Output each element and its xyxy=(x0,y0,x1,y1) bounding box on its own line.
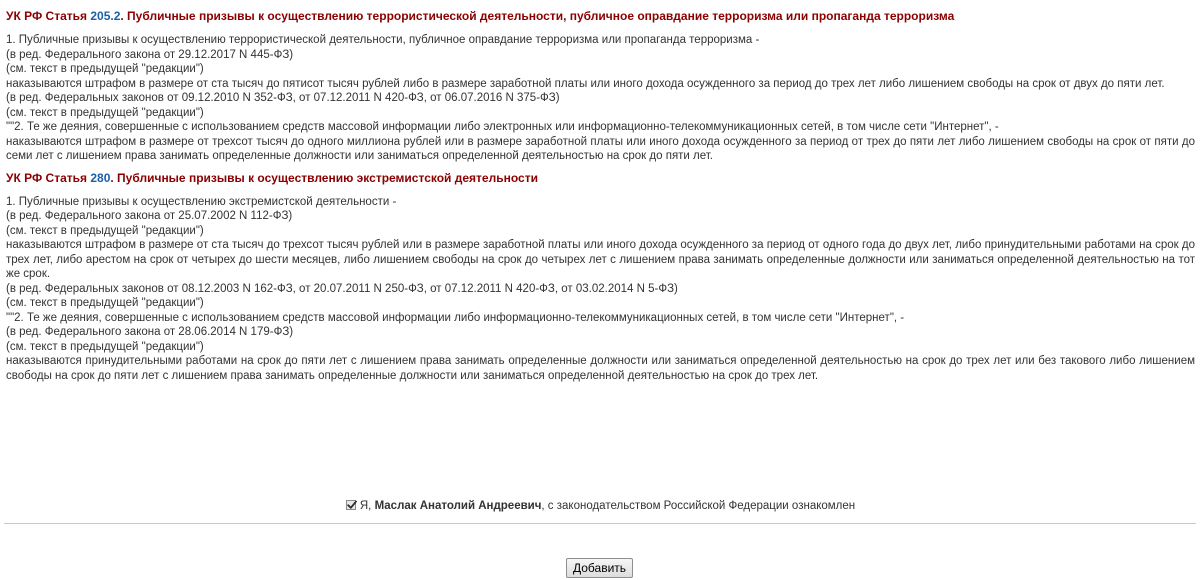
article-line: (в ред. Федерального закона от 28.06.2014 N 179-ФЗ) xyxy=(6,326,294,338)
article-line: (см. текст в предыдущей "редакции") xyxy=(6,63,204,75)
checkmark-icon xyxy=(346,499,358,511)
article-line: наказываются штрафом в размере от трехсот тысяч до одного миллиона рублей или в размере заработной платы или иного дохода осужденного за период от трех до пяти лет либо лишением свободы на срок от пяти до семи лет с лишением права занимать определенные должности или заниматься определенной деятельностью на срок до пяти лет. xyxy=(6,135,1195,162)
article-title xyxy=(6,170,1195,186)
article-line: ""2. Те же деяния, совершенные с использованием средств массовой информации либо электронных или информационно-телекоммуникационных сетей, в том числе сети "Интернет", - xyxy=(6,121,999,133)
article-line: (см. текст в предыдущей "редакции") xyxy=(6,297,204,309)
article-line: наказываются штрафом в размере от ста тысяч до пятисот тысяч рублей либо в размере заработной платы или иного дохода осужденного за период до трех лет либо лишением свободы на срок от двух до пяти лет. xyxy=(6,77,1165,90)
article-body xyxy=(6,195,1195,384)
article-line: ""2. Те же деяния, совершенные с использованием средств массовой информации либо информационно-телекоммуникационных сетей, в том числе сети "Интернет", - xyxy=(6,311,905,324)
article-line: (в ред. Федерального закона от 25.07.2002 N 112-ФЗ) xyxy=(6,210,293,222)
article-title xyxy=(6,8,1195,24)
article-line: 1. Публичные призывы к осуществлению террористической деятельности, публичное оправдание терроризма или пропаганда терроризма - xyxy=(6,34,760,46)
article-line: (в ред. Федерального закона от 29.12.2017 N 445-ФЗ) xyxy=(6,48,294,61)
article-line: (см. текст в предыдущей "редакции") xyxy=(6,106,204,119)
divider xyxy=(4,523,1196,524)
article-line: (в ред. Федеральных законов от 09.12.2010 N 352-ФЗ, от 07.12.2011 N 420-ФЗ, от 06.07.2016 N 375-ФЗ) xyxy=(6,92,560,104)
consent-row xyxy=(0,499,1201,514)
article-title-text: . Публичные призывы к осуществлению террористической деятельности, публичное оправдание терроризма или пропаганда терроризма xyxy=(120,9,955,23)
article-280 xyxy=(6,170,1195,384)
article-line: (см. текст в предыдущей "редакции") xyxy=(6,224,204,237)
consent-checkbox[interactable] xyxy=(346,500,356,510)
article-body xyxy=(6,33,1195,164)
article-title-prefix: УК РФ Статья xyxy=(6,170,91,185)
article-number-link[interactable]: 280 xyxy=(90,170,111,185)
article-205-2 xyxy=(6,8,1195,164)
consent-user-name: Маслак Анатолий Андреевич xyxy=(374,500,542,512)
article-number-link[interactable]: 205.2 xyxy=(90,9,121,23)
article-line: (см. текст в предыдущей "редакции") xyxy=(6,340,204,353)
article-title-text: . Публичные призывы к осуществлению экстремистской деятельности xyxy=(110,170,538,185)
consent-prefix: Я, xyxy=(359,500,375,512)
article-title-prefix: УК РФ Статья xyxy=(6,9,91,23)
article-line: наказываются принудительными работами на срок до пяти лет с лишением права занимать определенные должности или заниматься определенной деятельностью на срок до трех лет или без такового либо лишением свободы на срок до пяти лет с лишением права занимать определенные должности или заниматься определенной деятельностью на срок до трех лет. xyxy=(6,355,1195,382)
article-line: 1. Публичные призывы к осуществлению экстремистской деятельности - xyxy=(6,195,397,208)
article-line: (в ред. Федеральных законов от 08.12.2003 N 162-ФЗ, от 20.07.2011 N 250-ФЗ, от 07.12.2011 N 420-ФЗ, от 03.02.2014 N 5-ФЗ) xyxy=(6,282,678,295)
consent-text: , с законодательством Российской Федерации ознакомлен xyxy=(541,500,856,512)
add-button[interactable]: Добавить xyxy=(566,558,633,578)
article-line: наказываются штрафом в размере от ста тысяч до трехсот тысяч рублей или в размере заработной платы или иного дохода осужденного за период от одного года до двух лет, либо принудительными работами на срок до трех лет, либо арестом на срок от четырех до шести месяцев, либо лишением свободы на срок до четырех лет с лишением права занимать определенные должности или заниматься определенной деятельностью на тот же срок. xyxy=(6,239,1195,280)
